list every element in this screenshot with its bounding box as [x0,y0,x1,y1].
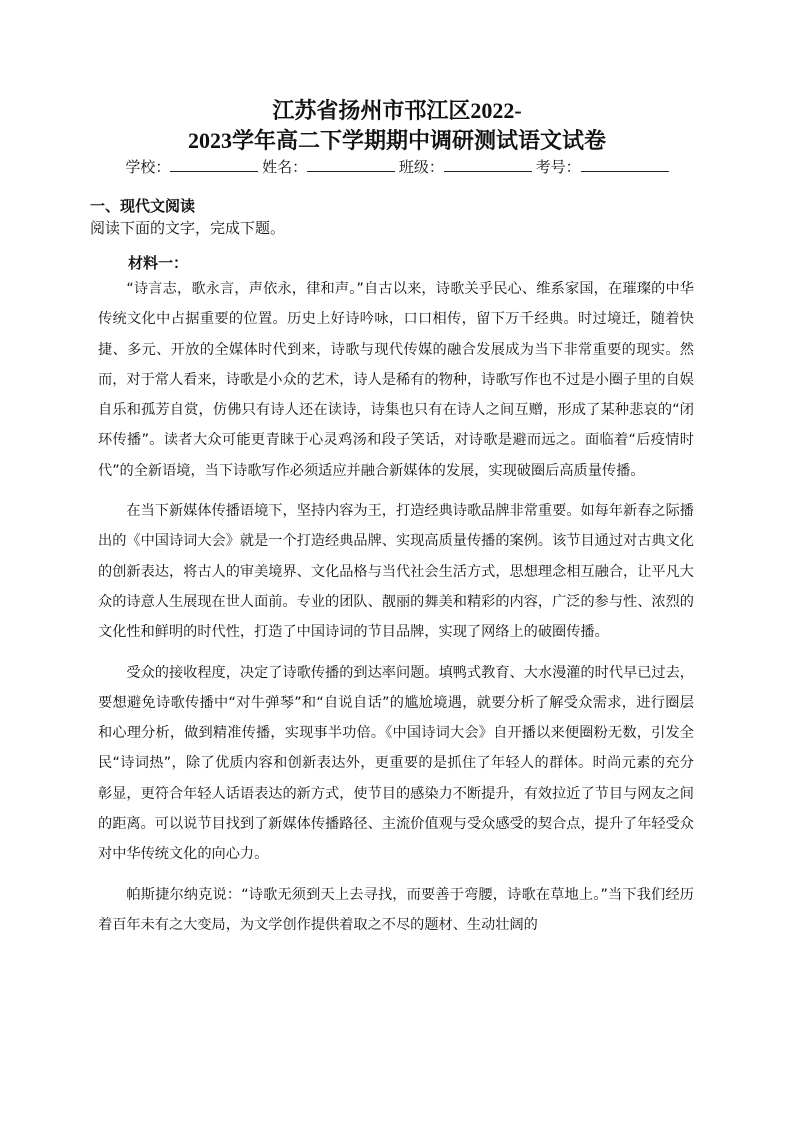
passage-paragraph: 帕斯捷尔纳克说：“诗歌无须到天上去寻找，而要善于弯腰，诗歌在草地上。”当下我们经历着百年未有之大变局，为文学创作提供着取之不尽的题材、生动壮阔的 [98,886,694,933]
instruction-text: 阅读下面的文字，完成下题。 [90,219,286,237]
passage-paragraph: 在当下新媒体传播语境下，坚持内容为王，打造经典诗歌品牌非常重要。如每年新春之际播出的《中国诗词大会》就是一个打造经典品牌、实现高质量传播的案例。该节目通过对古典文化的创新表达，将古人的审美境界、文化品格与当代社会生活方式，思想理念相互融合，让平凡大众的诗意人生展现在世人面前。专业的团队、靓丽的舞美和精彩的内容，广泛的参与性、浓烈的文化性和鲜明的时代性，打造了中国诗词的节目品牌，实现了网络上的破圈传播。 [98,503,694,641]
school-blank [170,157,258,172]
material-label: 材料一： [128,254,189,272]
name-label: 姓名： [262,160,308,176]
name-blank [307,157,395,172]
exam-title-line1: 江苏省扬州市邗江区2022- [272,98,522,123]
student-info-row [0,156,794,177]
number-label: 考号： [535,160,581,176]
passage-paragraph: 受众的接收程度，决定了诗歌传播的到达率问题。填鸭式教育、大水漫灌的时代早已过去，要想避免诗歌传播中“对牛弹琴”和“自说自话”的尴尬境遇，就要分析了解受众需求，进行圈层和心理分析，做到精准传播，实现事半功倍。《中国诗词大会》自开播以来便圈粉无数，引发全民“诗词热”，除了优质内容和创新表达外，更重要的是抓住了年轻人的群体。时尚元素的充分彰显，更符合年轻人话语表达的新方式，使节目的感染力不断提升，有效拉近了节目与网友之间的距离。可以说节目找到了新媒体传播路径、主流价值观与受众感受的契合点，提升了年轻受众对中华传统文化的向心力。 [98,664,694,863]
passage-paragraph: “诗言志，歌永言，声依永，律和声。”自古以来，诗歌关乎民心、维系家国，在璀璨的中华传统文化中占据重要的位置。历史上好诗吟咏，口口相传，留下万千经典。时过境迁，随着快捷、多元、开放的全媒体时代到来，诗歌与现代传媒的融合发展成为当下非常重要的现实。然而，对于常人看来，诗歌是小众的艺术，诗人是稀有的物种，诗歌写作也不过是小圈子里的自娱自乐和孤芳自赏，仿佛只有诗人还在读诗，诗集也只有在诗人之间互赠，形成了某种悲哀的“闭环传播”。读者大众可能更青睐于心灵鸡汤和段子笑话，对诗歌是避而远之。面临着“后疫情时代”的全新语境，当下诗歌写作必须适应并融合新媒体的发展，实现破圈后高质量传播。 [98,281,694,479]
number-blank [581,157,669,172]
passage-body [98,274,694,950]
class-blank [444,157,532,172]
class-label: 班级： [398,160,444,176]
section-heading: 一、现代文阅读 [90,197,196,215]
school-label: 学校： [125,160,171,176]
exam-title-line2: 2023学年高二下学期期中调研测试语文试卷 [187,128,606,153]
